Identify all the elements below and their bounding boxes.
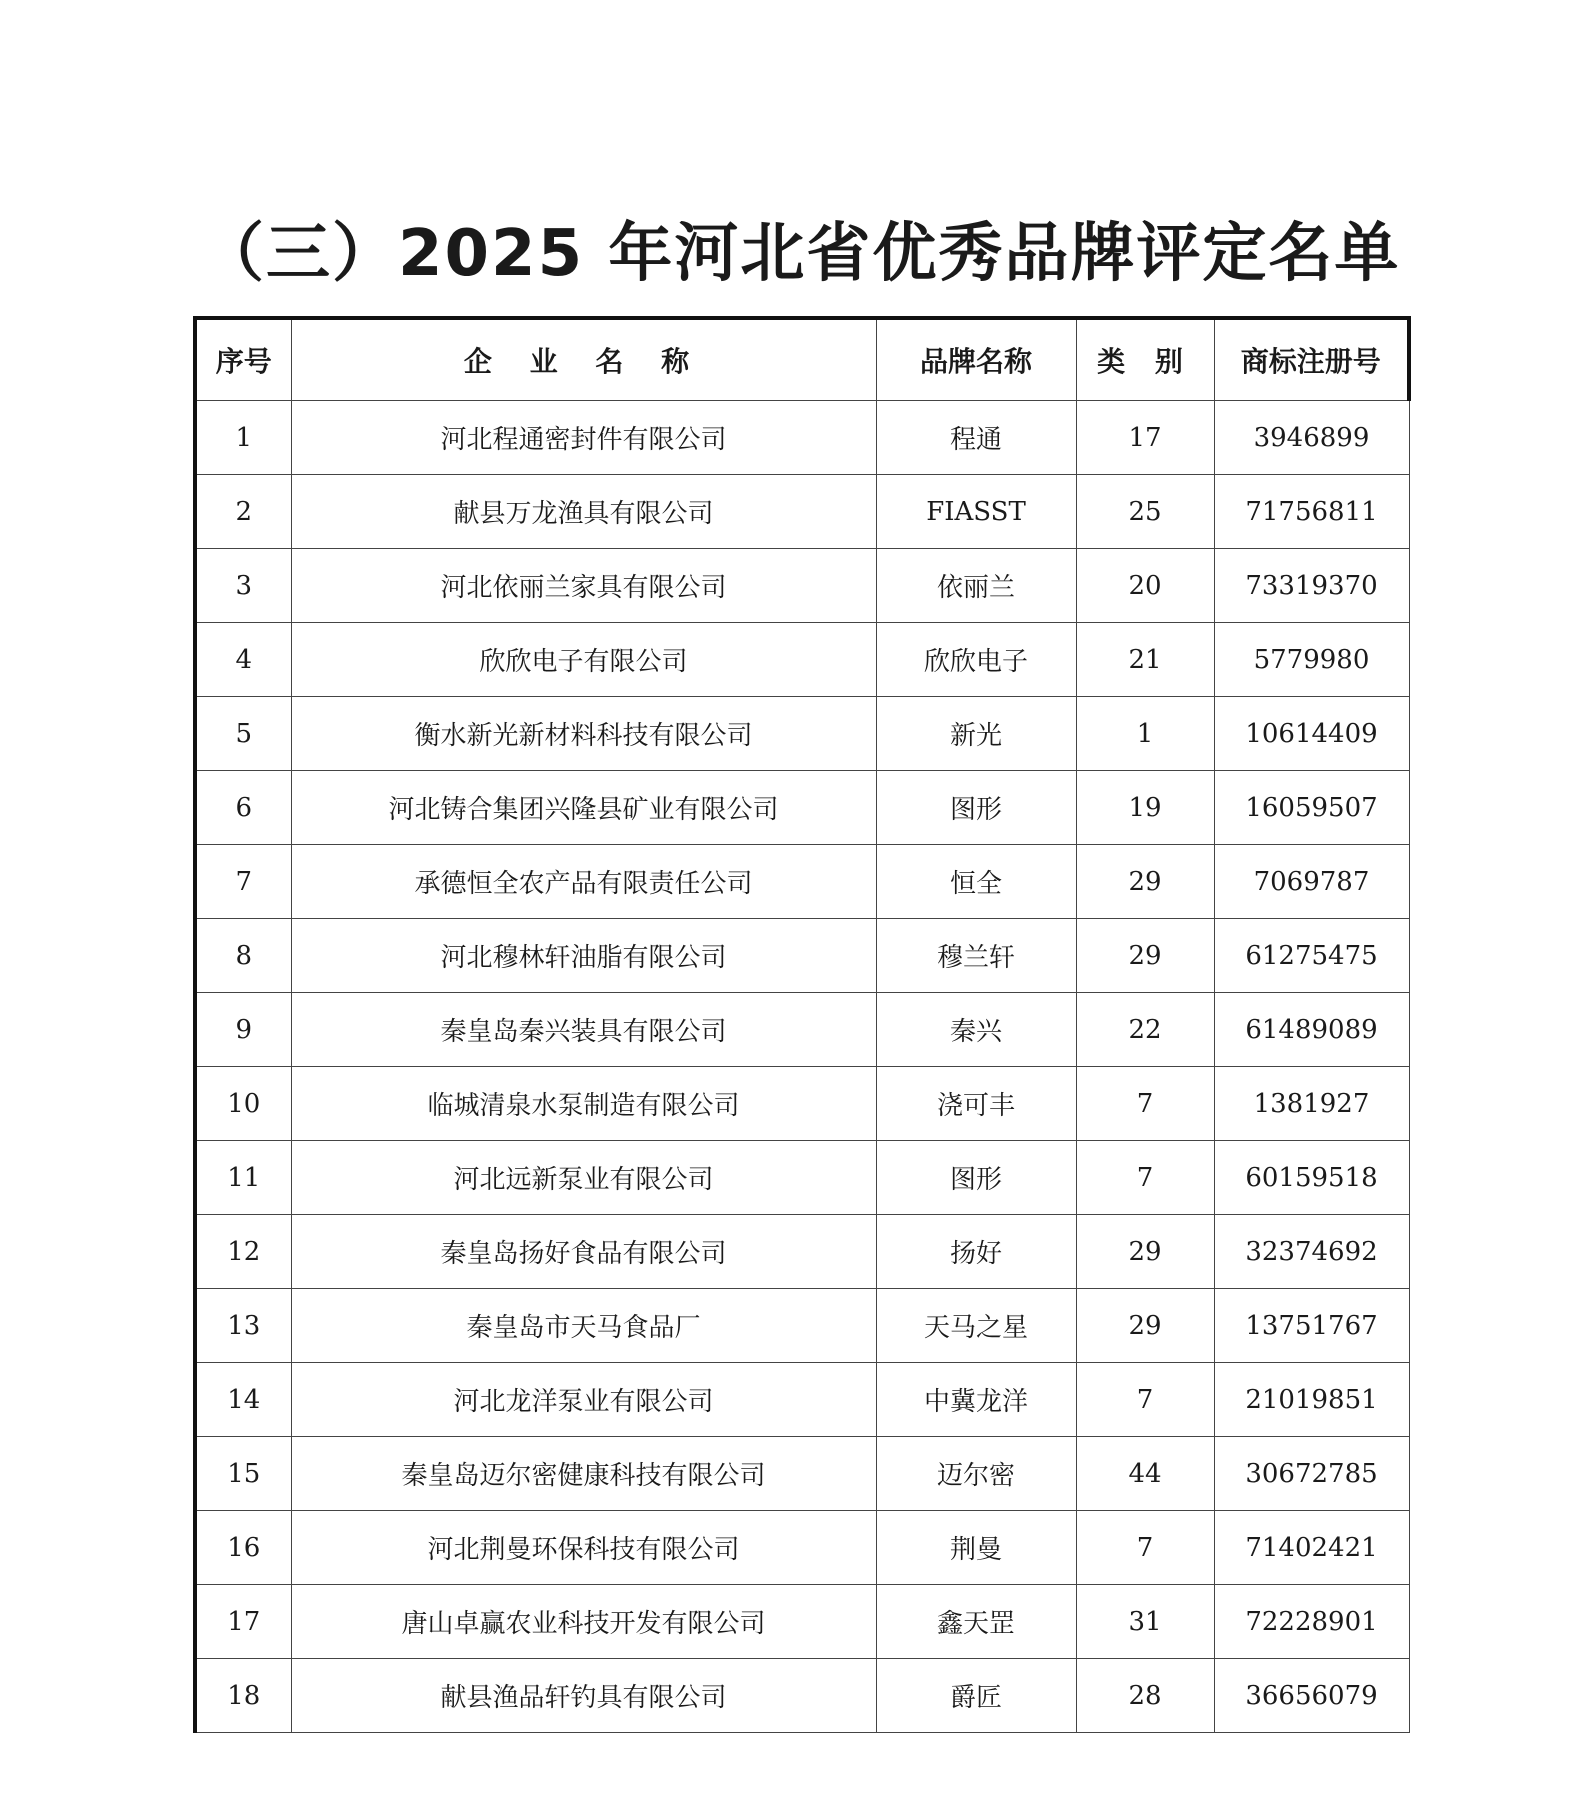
cell-company: 秦皇岛迈尔密健康科技有限公司 — [291, 1437, 876, 1511]
cell-category: 44 — [1076, 1437, 1214, 1511]
cell-trademark: 30672785 — [1214, 1437, 1409, 1511]
table-row — [195, 1511, 1409, 1585]
cell-brand: 穆兰轩 — [876, 919, 1076, 993]
cell-trademark: 32374692 — [1214, 1215, 1409, 1289]
cell-seq: 16 — [195, 1511, 291, 1585]
cell-company: 秦皇岛扬好食品有限公司 — [291, 1215, 876, 1289]
cell-category: 28 — [1076, 1659, 1214, 1733]
table-row — [195, 845, 1409, 919]
cell-brand: 图形 — [876, 771, 1076, 845]
cell-brand: 浇可丰 — [876, 1067, 1076, 1141]
header-company: 企 业 名 称 — [291, 318, 876, 401]
table-row — [195, 993, 1409, 1067]
cell-company: 秦皇岛市天马食品厂 — [291, 1289, 876, 1363]
table-row — [195, 475, 1409, 549]
cell-category: 29 — [1076, 845, 1214, 919]
cell-category: 7 — [1076, 1363, 1214, 1437]
table-row — [195, 1141, 1409, 1215]
cell-category: 7 — [1076, 1067, 1214, 1141]
table-row — [195, 623, 1409, 697]
table-row — [195, 771, 1409, 845]
table-row — [195, 1585, 1409, 1659]
cell-brand: 图形 — [876, 1141, 1076, 1215]
cell-company: 衡水新光新材料科技有限公司 — [291, 697, 876, 771]
cell-brand: 迈尔密 — [876, 1437, 1076, 1511]
cell-trademark: 7069787 — [1214, 845, 1409, 919]
cell-company: 河北依丽兰家具有限公司 — [291, 549, 876, 623]
cell-category: 31 — [1076, 1585, 1214, 1659]
header-seq: 序号 — [195, 318, 291, 401]
cell-trademark: 13751767 — [1214, 1289, 1409, 1363]
cell-seq: 1 — [195, 401, 291, 475]
cell-brand: 秦兴 — [876, 993, 1076, 1067]
cell-company: 献县渔品轩钓具有限公司 — [291, 1659, 876, 1733]
cell-category: 29 — [1076, 919, 1214, 993]
cell-trademark: 61275475 — [1214, 919, 1409, 993]
cell-brand: 中冀龙洋 — [876, 1363, 1076, 1437]
table-row — [195, 1659, 1409, 1733]
cell-seq: 7 — [195, 845, 291, 919]
cell-company: 河北铸合集团兴隆县矿业有限公司 — [291, 771, 876, 845]
cell-trademark: 36656079 — [1214, 1659, 1409, 1733]
cell-company: 临城清泉水泵制造有限公司 — [291, 1067, 876, 1141]
cell-trademark: 21019851 — [1214, 1363, 1409, 1437]
cell-trademark: 71402421 — [1214, 1511, 1409, 1585]
cell-brand: 爵匠 — [876, 1659, 1076, 1733]
header-brand: 品牌名称 — [876, 318, 1076, 401]
cell-company: 承德恒全农产品有限责任公司 — [291, 845, 876, 919]
cell-brand: FIASST — [876, 475, 1076, 549]
cell-seq: 3 — [195, 549, 291, 623]
table-row — [195, 1289, 1409, 1363]
cell-company: 河北远新泵业有限公司 — [291, 1141, 876, 1215]
cell-seq: 18 — [195, 1659, 291, 1733]
cell-category: 1 — [1076, 697, 1214, 771]
cell-trademark: 1381927 — [1214, 1067, 1409, 1141]
cell-category: 19 — [1076, 771, 1214, 845]
cell-seq: 13 — [195, 1289, 291, 1363]
table-row — [195, 1437, 1409, 1511]
cell-trademark: 71756811 — [1214, 475, 1409, 549]
cell-seq: 2 — [195, 475, 291, 549]
table-row — [195, 401, 1409, 475]
cell-seq: 15 — [195, 1437, 291, 1511]
cell-company: 河北荆曼环保科技有限公司 — [291, 1511, 876, 1585]
page-title: （三）2025 年河北省优秀品牌评定名单 — [200, 217, 1401, 291]
brand-list-table — [193, 316, 1411, 1733]
cell-brand: 鑫天罡 — [876, 1585, 1076, 1659]
cell-category: 20 — [1076, 549, 1214, 623]
table-row — [195, 1215, 1409, 1289]
cell-trademark: 10614409 — [1214, 697, 1409, 771]
table-body — [195, 401, 1409, 1733]
cell-trademark: 73319370 — [1214, 549, 1409, 623]
cell-company: 河北穆林轩油脂有限公司 — [291, 919, 876, 993]
cell-company: 河北程通密封件有限公司 — [291, 401, 876, 475]
cell-brand: 扬好 — [876, 1215, 1076, 1289]
cell-company: 河北龙洋泵业有限公司 — [291, 1363, 876, 1437]
cell-seq: 8 — [195, 919, 291, 993]
cell-seq: 14 — [195, 1363, 291, 1437]
cell-seq: 4 — [195, 623, 291, 697]
cell-trademark: 16059507 — [1214, 771, 1409, 845]
header-trademark: 商标注册号 — [1214, 318, 1409, 401]
cell-brand: 新光 — [876, 697, 1076, 771]
cell-brand: 依丽兰 — [876, 549, 1076, 623]
cell-trademark: 72228901 — [1214, 1585, 1409, 1659]
cell-company: 唐山卓赢农业科技开发有限公司 — [291, 1585, 876, 1659]
cell-category: 7 — [1076, 1141, 1214, 1215]
table-row — [195, 549, 1409, 623]
cell-seq: 10 — [195, 1067, 291, 1141]
cell-category: 22 — [1076, 993, 1214, 1067]
cell-seq: 9 — [195, 993, 291, 1067]
cell-brand: 恒全 — [876, 845, 1076, 919]
table-row — [195, 1067, 1409, 1141]
cell-category: 7 — [1076, 1511, 1214, 1585]
cell-category: 29 — [1076, 1289, 1214, 1363]
cell-trademark: 5779980 — [1214, 623, 1409, 697]
cell-company: 献县万龙渔具有限公司 — [291, 475, 876, 549]
cell-trademark: 60159518 — [1214, 1141, 1409, 1215]
cell-seq: 12 — [195, 1215, 291, 1289]
cell-seq: 17 — [195, 1585, 291, 1659]
table-row — [195, 697, 1409, 771]
table-header-row — [195, 318, 1409, 401]
cell-category: 25 — [1076, 475, 1214, 549]
cell-brand: 天马之星 — [876, 1289, 1076, 1363]
cell-company: 欣欣电子有限公司 — [291, 623, 876, 697]
table-row — [195, 1363, 1409, 1437]
cell-category: 17 — [1076, 401, 1214, 475]
table-row — [195, 919, 1409, 993]
cell-seq: 6 — [195, 771, 291, 845]
cell-seq: 11 — [195, 1141, 291, 1215]
cell-category: 29 — [1076, 1215, 1214, 1289]
cell-trademark: 3946899 — [1214, 401, 1409, 475]
cell-trademark: 61489089 — [1214, 993, 1409, 1067]
cell-seq: 5 — [195, 697, 291, 771]
cell-brand: 程通 — [876, 401, 1076, 475]
cell-company: 秦皇岛秦兴装具有限公司 — [291, 993, 876, 1067]
header-category: 类 别 — [1076, 318, 1214, 401]
cell-category: 21 — [1076, 623, 1214, 697]
cell-brand: 荆曼 — [876, 1511, 1076, 1585]
cell-brand: 欣欣电子 — [876, 623, 1076, 697]
